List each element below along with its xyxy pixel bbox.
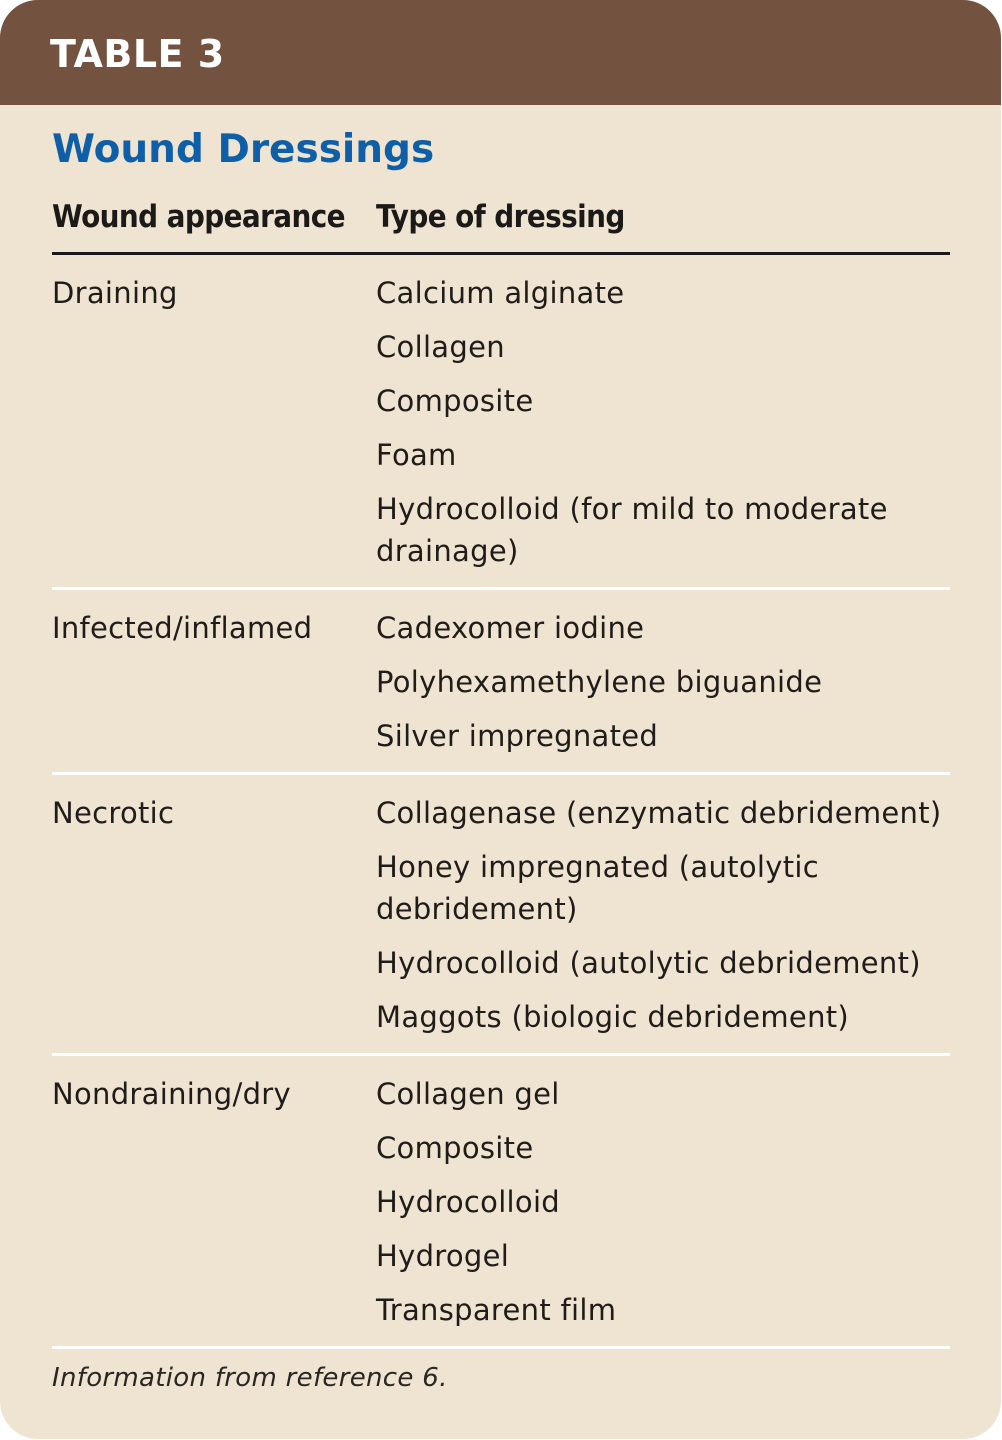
dressing-item: Silver impregnated (376, 719, 659, 753)
table-number-label: TABLE 3 (50, 32, 225, 76)
column-header-type-of-dressing: Type of dressing (376, 199, 625, 235)
table-title: Wound Dressings (52, 127, 435, 172)
dressing-item: Transparent film (376, 1293, 617, 1327)
table-row (52, 775, 950, 1056)
table-row (52, 255, 950, 590)
dressing-item: Hydrocolloid (autolytic debridement) (376, 946, 921, 980)
dressing-item: Hydrocolloid (376, 1185, 561, 1219)
dressing-item: Composite (376, 1131, 534, 1165)
table-footnote: Information from reference 6. (52, 1363, 448, 1393)
dressing-item: Collagenase (enzymatic debridement) (376, 796, 942, 830)
dressing-list (376, 792, 950, 1038)
column-header-wound-appearance: Wound appearance (52, 199, 345, 235)
wound-appearance-cell: Nondraining/dry (52, 1077, 291, 1111)
column-headers (52, 195, 950, 241)
dressing-item: Collagen gel (376, 1077, 560, 1111)
table-body (52, 255, 950, 1349)
dressing-item: Foam (376, 438, 457, 472)
dressing-item: Collagen (376, 330, 505, 364)
dressing-item: Polyhexamethylene biguanide (376, 665, 823, 699)
dressing-item: Maggots (biologic debridement) (376, 1000, 850, 1034)
dressing-list (376, 607, 950, 757)
wound-appearance-cell: Draining (52, 276, 178, 310)
dressing-item: Cadexomer iodine (376, 611, 645, 645)
table-row (52, 590, 950, 775)
dressing-list (376, 272, 950, 572)
dressing-item: Honey impregnated (autolytic debridement) (376, 850, 819, 926)
dressing-list (376, 1073, 950, 1331)
dressing-item: Composite (376, 384, 534, 418)
dressing-item: Hydrogel (376, 1239, 510, 1273)
wound-appearance-cell: Infected/inflamed (52, 611, 313, 645)
wound-appearance-cell: Necrotic (52, 796, 175, 830)
table-header-bar (0, 0, 1001, 105)
dressing-item: Hydrocolloid (for mild to moderate drainage) (376, 492, 888, 568)
table-row (52, 1056, 950, 1349)
dressing-item: Calcium alginate (376, 276, 625, 310)
